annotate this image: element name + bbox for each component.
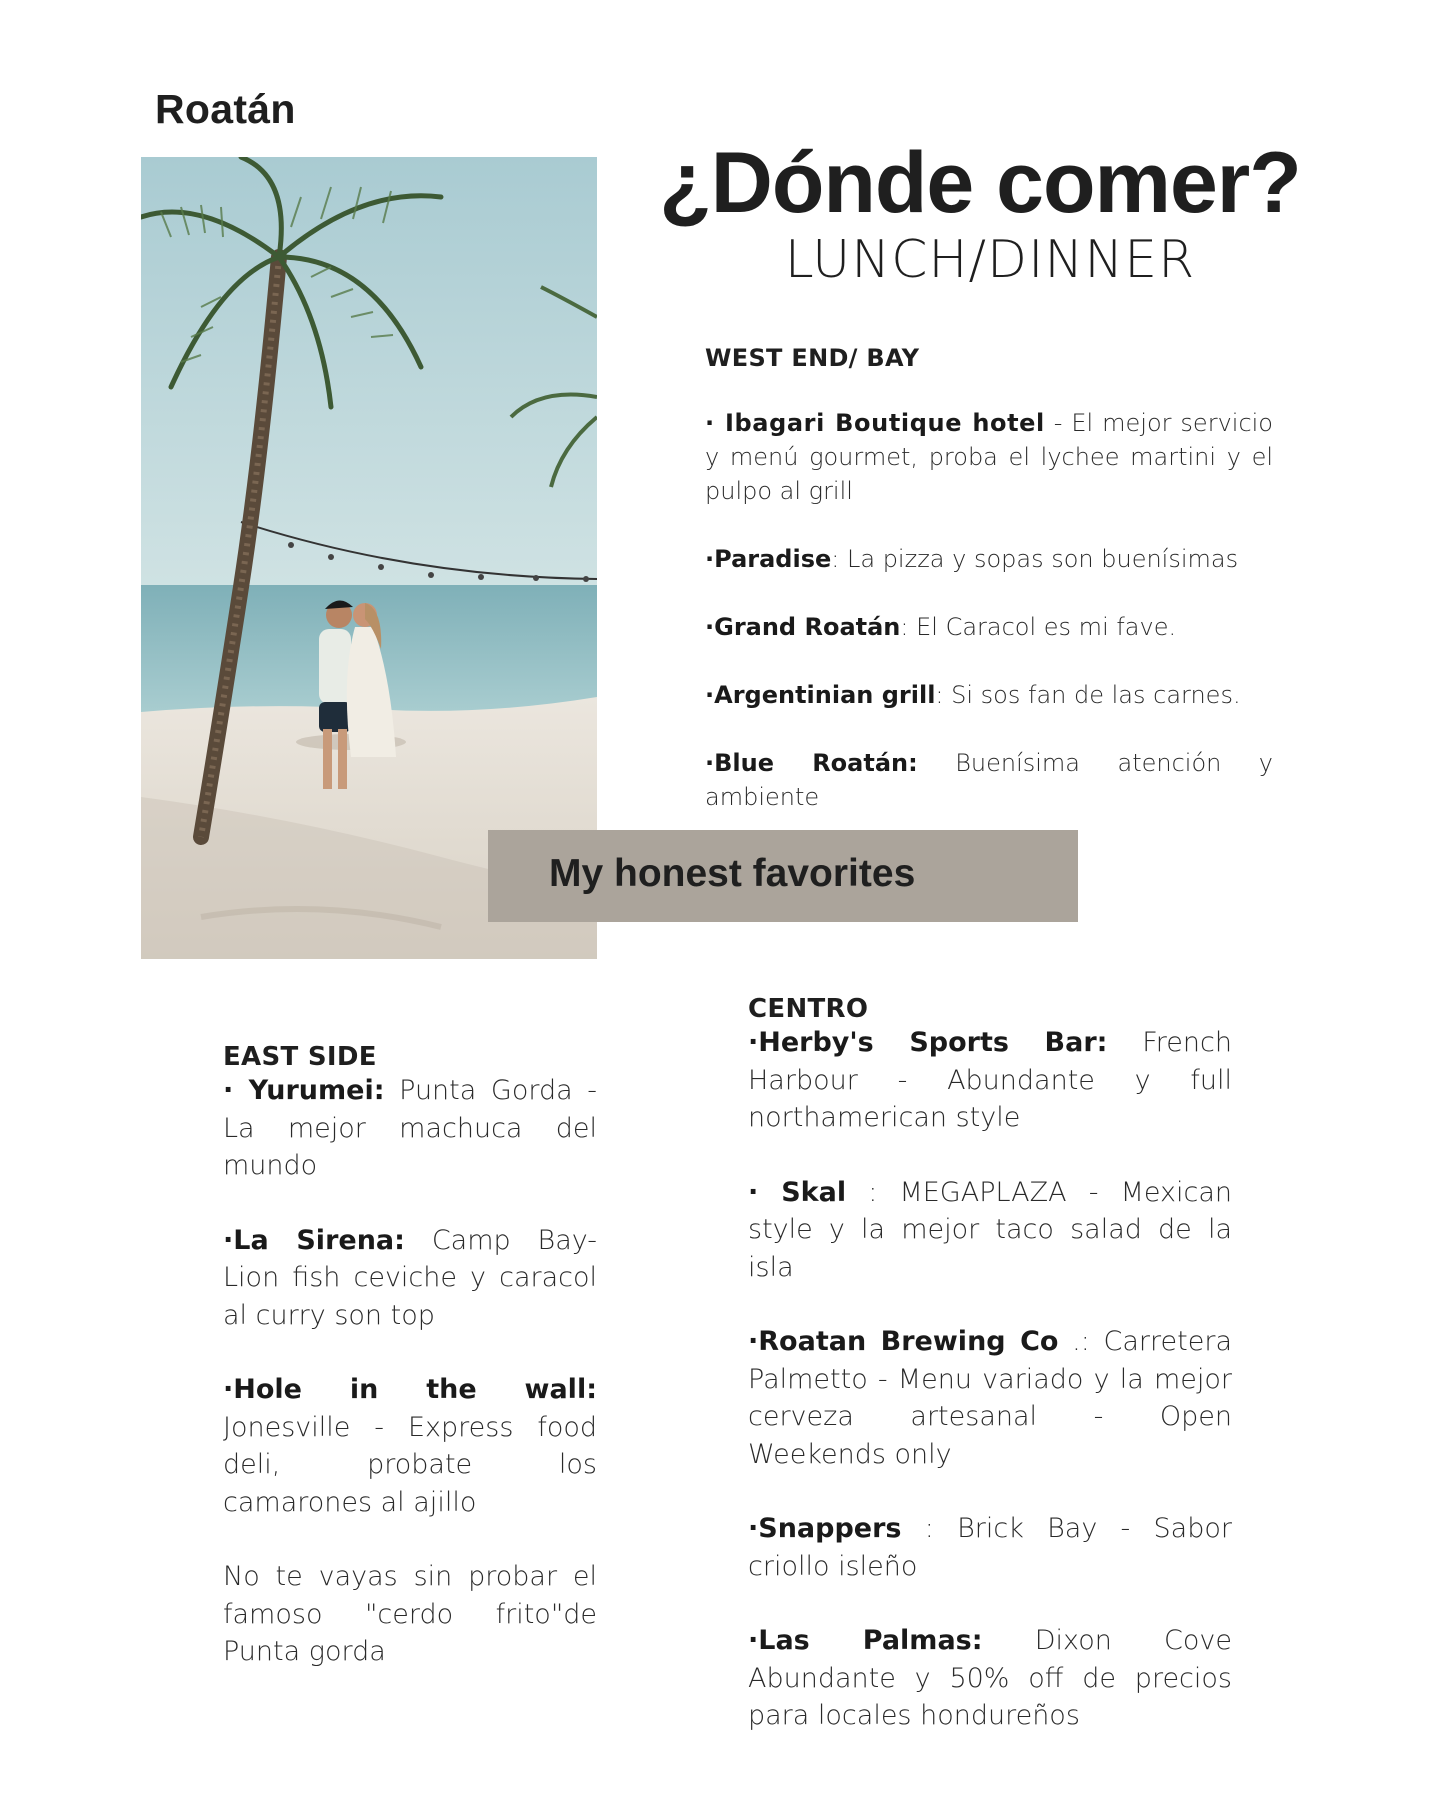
west-heading: WEST END/ BAY <box>705 344 920 372</box>
page-subtitle: LUNCH/DINNER <box>784 230 1196 290</box>
east-item <box>223 1222 597 1335</box>
restaurant-name: · Skal <box>748 1176 847 1208</box>
restaurant-desc: Camp Bay- Lion fish ceviche y caracol al curry son top <box>223 1224 597 1331</box>
east-section <box>223 1042 597 1671</box>
east-item <box>223 1072 597 1185</box>
restaurant-name: ·Paradise <box>705 545 832 573</box>
restaurant-desc: French Harbour - Abundante y full northamerican style <box>748 1027 1232 1133</box>
restaurant-desc: MEGAPLAZA - Mexican style y la mejor taco salad de la isla <box>748 1176 1232 1283</box>
favorites-banner-label: My honest favorites <box>549 852 916 895</box>
east-item <box>223 1371 597 1521</box>
restaurant-desc: Brick Bay - Sabor criollo isleño <box>748 1513 1232 1582</box>
east-note: No te vayas sin probar el famoso "cerdo frito"de Punta gorda <box>223 1561 597 1667</box>
centro-item: ·Snappers : Brick Bay - Sabor criollo isleño <box>748 1513 1232 1582</box>
west-item <box>705 746 1273 814</box>
restaurant-desc: Dixon Cove Abundante y 50% off de precios para locales hondureños <box>748 1625 1232 1731</box>
centro-item: · Skal : MEGAPLAZA - Mexican style y la mejor taco salad de la isla <box>748 1176 1232 1283</box>
west-section <box>705 344 1273 814</box>
restaurant-desc: Jonesville - Express food deli, probate los camarones al ajillo <box>223 1411 597 1518</box>
restaurant-name: ·Hole in the wall: <box>223 1374 597 1405</box>
east-heading: EAST SIDE <box>223 1042 377 1072</box>
restaurant-desc: El mejor servicio y menú gourmet, proba el lychee martini y el pulpo al grill <box>705 409 1273 505</box>
centro-section <box>748 994 1232 1735</box>
restaurant-name: ·Roatan Brewing Co <box>748 1326 1059 1357</box>
restaurant-name: ·Argentinian grill <box>705 681 936 709</box>
restaurant-name: · Yurumei: <box>223 1075 385 1106</box>
restaurant-name: ·La Sirena: <box>223 1224 405 1256</box>
centro-item <box>748 1024 1232 1137</box>
west-item: ·Paradise: La pizza y sopas son buenísimas <box>705 545 1239 573</box>
restaurant-name: · Ibagari Boutique hotel <box>705 409 1045 437</box>
restaurant-desc: El Caracol es mi fave. <box>916 613 1177 641</box>
west-item: ·Grand Roatán: El Caracol es mi fave. <box>705 613 1177 641</box>
centro-item: ·Roatan Brewing Co .: Carretera Palmetto - Menu variado y la mejor cerveza artesanal - Open Weekends only <box>748 1326 1232 1470</box>
restaurant-name: ·Las Palmas: <box>748 1625 983 1656</box>
centro-heading: CENTRO <box>748 994 869 1024</box>
west-item: ·Argentinian grill: Si sos fan de las carnes. <box>705 681 1241 709</box>
restaurant-desc: Buenísima atención y ambiente <box>705 749 1273 811</box>
west-item: · Ibagari Boutique hotel - El mejor servicio y menú gourmet, proba el lychee martini y el pulpo al grill <box>705 409 1273 505</box>
brand-label: Roatán <box>155 86 296 132</box>
restaurant-desc: Carretera Palmetto - Menu variado y la mejor cerveza artesanal - Open Weekends only <box>748 1326 1232 1470</box>
restaurant-desc: Si sos fan de las carnes. <box>951 681 1241 709</box>
restaurant-name: ·Herby's Sports Bar: <box>748 1027 1108 1058</box>
page-title: ¿Dónde comer? <box>659 135 1301 231</box>
centro-item <box>748 1622 1232 1735</box>
restaurant-name: ·Blue Roatán: <box>705 749 918 777</box>
restaurant-name: ·Snappers <box>748 1513 902 1544</box>
restaurant-desc: Punta Gorda - La mejor machuca del mundo <box>223 1075 597 1181</box>
restaurant-desc: La pizza y sopas son buenísimas <box>846 545 1239 573</box>
restaurant-name: ·Grand Roatán <box>705 613 901 641</box>
